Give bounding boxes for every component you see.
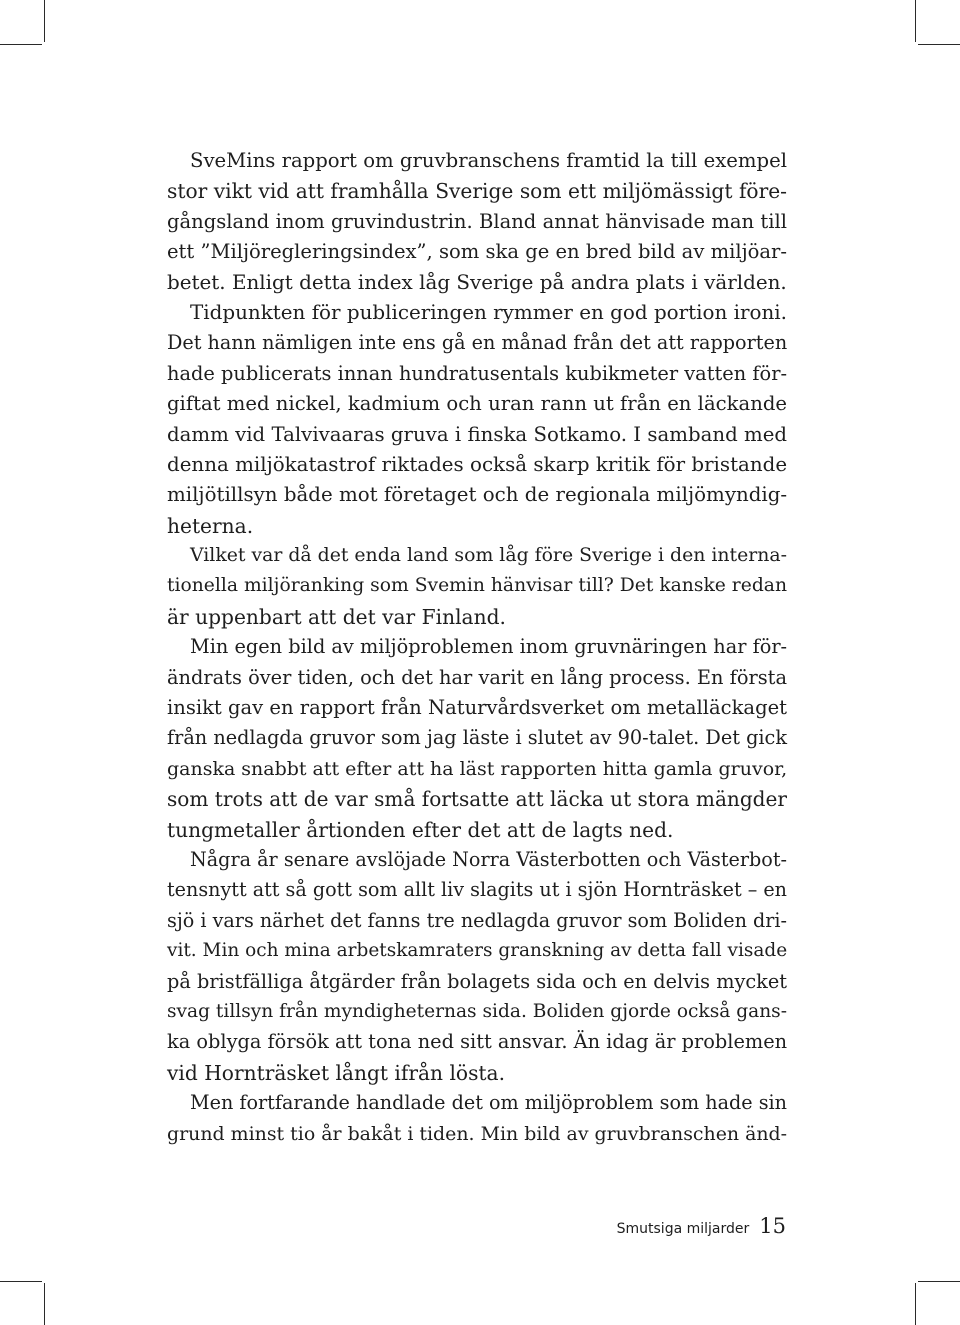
text-line: heterna. (167, 513, 254, 538)
text-line: tensnytt att så gott som allt liv slagits ut i sjön Hornträsket – en (167, 878, 787, 902)
text-line: SveMins rapport om gruvbranschens framtid la till exempel (190, 149, 787, 172)
text-line: grund minst tio år bakåt i tiden. Min bild av gruvbranschen änd- (167, 1122, 788, 1145)
text-line: ett ”Miljöregleringsindex”, som ska ge en bred bild av miljöar- (167, 240, 787, 264)
crop-mark (0, 1281, 42, 1282)
text-line: giftat med nickel, kadmium och uran rann ut från en läckande (167, 392, 787, 416)
text-line: stor vikt vid att framhålla Sverige som ett miljömässigt före- (167, 179, 787, 204)
text-line: ändrats över tiden, och det har varit en lång process. En första (167, 665, 787, 689)
text-line: tionella miljöranking som Svemin hänvisar till? Det kanske redan (167, 575, 787, 597)
crop-mark (0, 44, 42, 45)
crop-mark (918, 1281, 960, 1282)
text-line: är uppenbart att det var Finland. (167, 604, 506, 629)
text-line: som trots att de var små fortsatte att läcka ut stora mängder (167, 787, 787, 812)
crop-mark (44, 0, 45, 42)
text-line: Tidpunkten för publiceringen rymmer en god portion ironi. (190, 300, 787, 324)
text-line: Vilket var då det enda land som låg före Sverige i den interna- (190, 545, 788, 567)
running-title: Smutsiga miljarder (616, 1221, 750, 1237)
text-line: gångsland inom gruvindustrin. Bland annat hänvisade man till (167, 209, 787, 233)
text-line: svag tillsyn från myndigheternas sida. Boliden gjorde också gans- (167, 1000, 787, 1022)
text-line: damm vid Talvivaaras gruva i finska Sotkamo. I samband med (167, 422, 788, 446)
page-footer (617, 1214, 786, 1238)
text-line: betet. Enligt detta index låg Sverige på andra plats i världen. (167, 270, 787, 294)
crop-mark (918, 44, 960, 45)
text-line: ganska snabbt att efter att ha läst rapporten hitta gamla gruvor, (167, 757, 788, 780)
text-line: hade publicerats innan hundratusentals kubikmeter vatten för- (167, 361, 787, 385)
text-line: Men fortfarande handlade det om miljöproblem som hade sin (190, 1091, 787, 1115)
text-line: på bristfälliga åtgärder från bolagets sida och en delvis mycket (167, 969, 787, 993)
body-text (167, 146, 787, 1149)
text-line: från nedlagda gruvor som jag läste i slutet av 90-talet. Det gick (167, 726, 788, 750)
page-number: 15 (759, 1214, 786, 1238)
text-line: Några år senare avslöjade Norra Västerbotten och Västerbot- (190, 847, 787, 871)
text-line: vid Hornträsket långt ifrån lösta. (167, 1060, 505, 1085)
text-line: tungmetaller årtionden efter det att de lagts ned. (167, 817, 674, 842)
crop-mark (915, 1283, 916, 1325)
crop-mark (915, 0, 916, 42)
text-line: Det hann nämligen inte ens gå en månad från det att rapporten (167, 331, 788, 355)
text-line: sjö i vars närhet det fanns tre nedlagda gruvor som Boliden dri- (167, 908, 787, 932)
text-line: ka oblyga försök att tona ned sitt ansvar. Än idag är problemen (167, 1030, 788, 1054)
text-line: Min egen bild av miljöproblemen inom gruvnäringen har för- (190, 635, 788, 659)
crop-mark (44, 1283, 45, 1325)
text-line: vit. Min och mina arbetskamraters granskning av detta fall visade (167, 940, 788, 962)
text-line: insikt gav en rapport från Naturvårdsverket om metalläckaget (167, 696, 787, 720)
text-line: miljötillsyn både mot företaget och de regionala miljömyndig- (167, 483, 788, 507)
text-line: denna miljökatastrof riktades också skarp kritik för bristande (167, 452, 788, 476)
